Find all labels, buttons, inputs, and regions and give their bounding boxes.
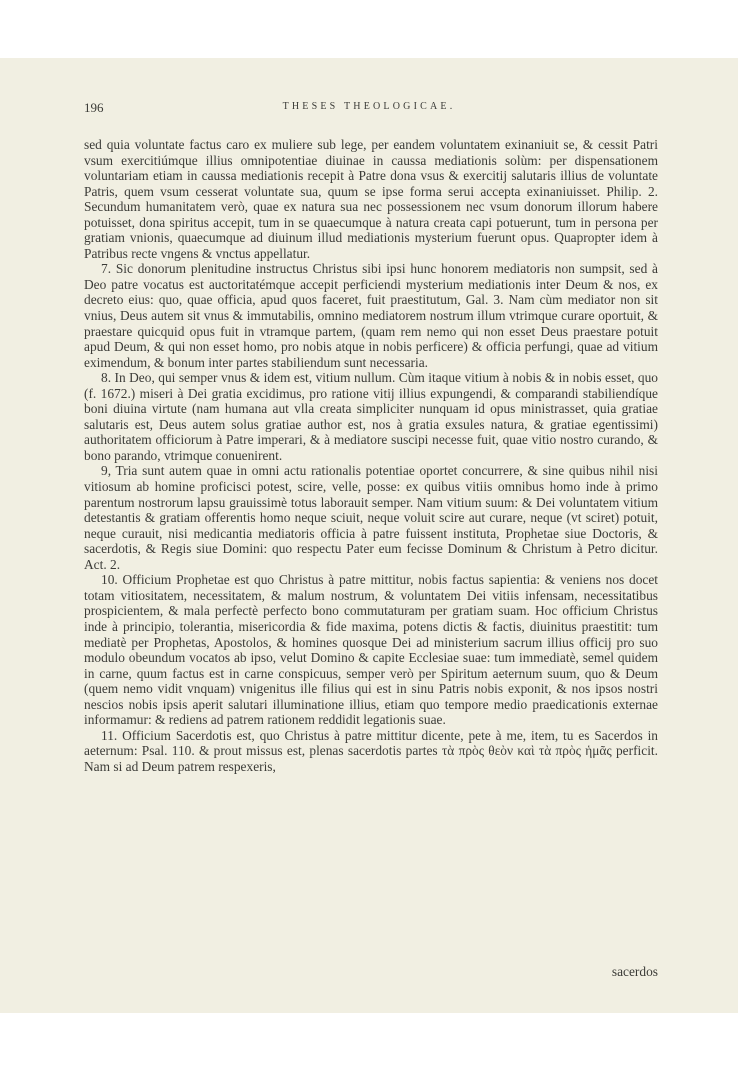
paragraph-8: 8. In Deo, qui semper vnus & idem est, vitium nullum. Cùm itaque vitium à nobis & in nobis esset, quo (f. 1672.) miseri à Dei gratia excidimus, pro ratione vitij illius expungendi, & comparandi stabiliendíque boni diuina virtute (nam humana aut vlla creata simpliciter nunquam id opus ministrasset, quia gratiae salutaris est, Deus autem solus gratiae author est, nos à gratia exsules natura, & gratiae egentissimi) authoritatem officiorum à Patre imperari, & à mediatore suscipi necesse fuit, quae vitio nostro curando, & bono parando, vtrimque conuenirent. <box>84 370 658 463</box>
paragraph-7: 7. Sic donorum plenitudine instructus Christus sibi ipsi hunc honorem mediatoris non sumpsit, sed à Deo patre vocatus est auctoritatémque accepit perficiendi mysterium mediationis inter Deum & nos, ex decreto eius: quo, quae officia, apud quos faceret, fuit praestitutum, Gal. 3. Nam cùm mediator non sit vnius, Deus autem sit vnus & immutabilis, omnino mediatorem nostrum illum vtrimque curare oportuit, & praestare quicquid opus fuit in vtramque partem, (quam rem nemo qui non esset Deus praestare potuit apud Deum, & qui non esset homo, pro nobis atque in nobis perficere) & officia perfungi, quae ad vitium eximendum, & bonum inter partes stabiliendum sunt necessaria. <box>84 261 658 370</box>
page-header <box>0 100 738 114</box>
paragraph-11: 11. Officium Sacerdotis est, quo Christus à patre mittitur dicente, pete à me, item, tu es Sacerdos in aeternum: Psal. 110. & prout missus est, plenas sacerdotis partes τὰ πρὸς θεὸν καὶ τὰ πρὸς ἡμᾶς perficit. Nam si ad Deum patrem respexeris, <box>84 727 658 774</box>
running-title: THESES THEOLOGICAE. <box>282 101 456 112</box>
page-number: 196 <box>84 100 104 115</box>
paragraph-continued: sed quia voluntate factus caro ex muliere sub lege, per eandem voluntatem exinaniuit se, & cessit Patri vsum exercitiúmque illius omnipotentiae diuinae in caussa mediationis solùm: per dispensationem voluntariam etiam in caussa mediationis recepit à Patre dona vsus & exercitij salutaris illius de voluntate Patris, quem vsum cesserat voluntate sua, quum se ipse forma serui accepta exinaniuisset. Philip. 2. Secundum humanitatem verò, quae ex natura sua nec possessionem nec vsum donorum illorum habere potuisset, dona spiritus accepit, tum in se quaecumque à natura creata capi potuerunt, tum in persona per gratiam vnionis, quaecumque ad diuinum illud mediationis mysterium fuerunt opus. Quapropter idem à Patribus recte vngens & vnctus appellatur. <box>84 137 658 261</box>
body-text <box>84 137 658 774</box>
paragraph-9: 9, Tria sunt autem quae in omni actu rationalis potentiae oportet concurrere, & sine quibus nihil nisi vitiosum ab homine proficisci potest, scire, velle, posse: ex quibus vitiis omnibus homo inde à primo parentum nostrorum lapsu grauissimè totus laborauit semper. Nam vitium suum: & Dei voluntatem vitium detestantis & gratiam offerentis homo neque sciuit, neque voluit scire aut curare, neque (vt sciret) potuit, neque curauit, nisi medicantia mediatoris officia à patre fuissent instituta, Prophetae siue Doctoris, & sacerdotis, & Regis siue Domini: quo respectu Pater eum fecisse Dominum & Christum à Petro dicitur. Act. 2. <box>84 463 658 572</box>
paragraph-10: 10. Officium Prophetae est quo Christus à patre mittitur, nobis factus sapientia: & veniens nos docet totam vitiositatem, necessitatem, & malum nostrum, & voluntatem Dei vitiis infensam, necessitatibus prospicientem, & mala perfectè perfecto bono commutaturam per gratiam suam. Hoc officium Christus inde à principio, tolerantia, misericordia & fide maxima, potens dictis & factis, diuinitus praestitit: tum mediatè per Prophetas, Apostolos, & homines quosque Dei ad ministerium sacrum illius officij pro suo modulo obeundum vocatos ab ipso, velut Domino & capite Ecclesiae suae: tum immediatè, semel quidem in carne, quum factus est in carne conspicuus, semper verò per Spiritum aeternum suum, quo & Deum (quem nemo vidit vnquam) vnigenitus ille filius qui est in sinu Patris nobis exponit, & nos ipsos nostri nescios nobis ipsis aperit salutari illuminatione illius, etiam quo tempore medio praedicationis externae informamur: & rediens ad patrem rationem reddidit legationis suae. <box>84 572 658 728</box>
catchword: sacerdos <box>611 964 658 979</box>
